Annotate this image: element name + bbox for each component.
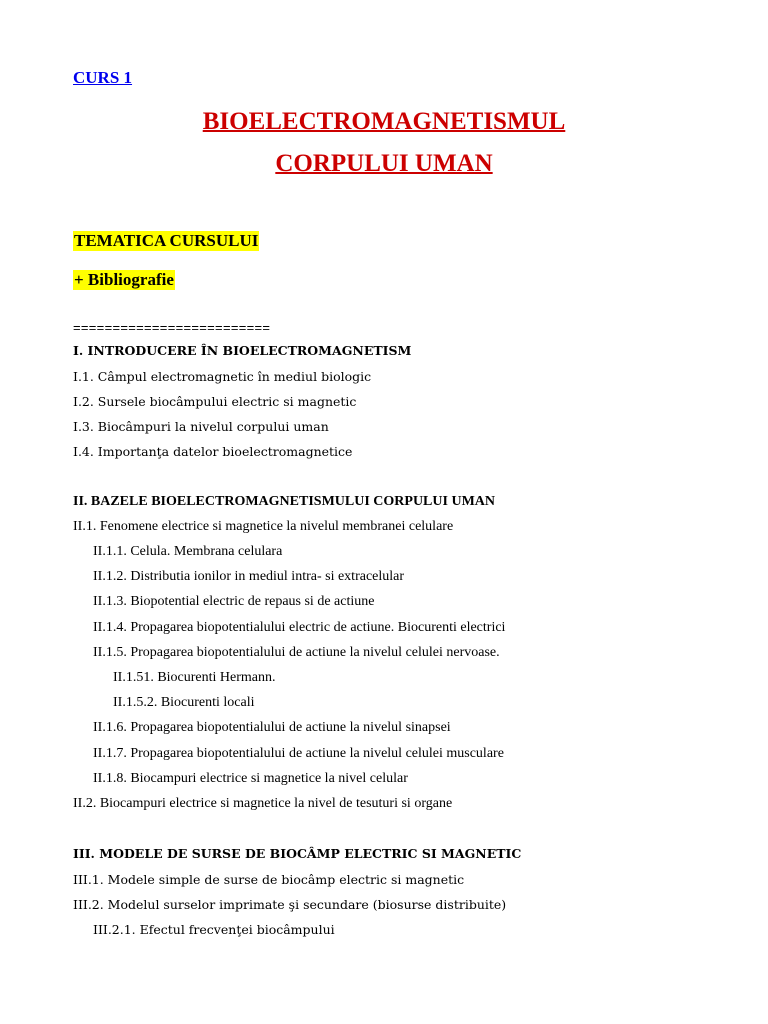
toc-item: II.1.6. Propagarea biopotentialului de actiune la nivelul sinapsei bbox=[93, 720, 451, 735]
toc-item: II.1.8. Biocampuri electrice si magnetice la nivel celular bbox=[93, 771, 408, 786]
toc-item: I.4. Importanţa datelor bioelectromagnetice bbox=[73, 444, 353, 459]
toc-item: II.2. Biocampuri electrice si magnetice la nivel de tesuturi si organe bbox=[73, 796, 453, 811]
toc-item: III.2.1. Efectul frecvenţei biocâmpului bbox=[93, 922, 335, 937]
tematica-heading: TEMATICA CURSULUI bbox=[74, 231, 259, 250]
section-heading-3: III. MODELE DE SURSE DE BIOCÂMP ELECTRIC SI MAGNETIC bbox=[73, 846, 522, 861]
toc-item: II.1. Fenomene electrice si magnetice la nivelul membranei celulare bbox=[73, 519, 454, 534]
section-heading-2: II. BAZELE BIOELECTROMAGNETISMULUI CORPULUI UMAN bbox=[73, 494, 496, 509]
curs-link[interactable]: CURS 1 bbox=[73, 68, 133, 87]
document-title-line2: CORPULUI UMAN bbox=[275, 150, 493, 177]
toc-item: II.1.3. Biopotential electric de repaus si de actiune bbox=[93, 594, 375, 609]
toc-item: II.1.5.2. Biocurenti locali bbox=[113, 695, 255, 710]
toc-item: III.2. Modelul surselor imprimate şi secundare (biosurse distribuite) bbox=[73, 897, 507, 912]
section-heading-1: I. INTRODUCERE ÎN BIOELECTROMAGNETISM bbox=[73, 343, 412, 358]
toc-item: I.2. Sursele biocâmpului electric si magnetic bbox=[73, 394, 357, 409]
separator-line: ========================= bbox=[73, 320, 271, 335]
toc-item: II.1.51. Biocurenti Hermann. bbox=[113, 670, 276, 685]
toc-item: II.1.4. Propagarea biopotentialului electric de actiune. Biocurenti electrici bbox=[93, 620, 506, 635]
bibliografie-heading: + Bibliografie bbox=[74, 270, 174, 289]
toc-item: II.1.2. Distributia ionilor in mediul intra- si extracelular bbox=[93, 569, 405, 584]
toc-item: II.1.7. Propagarea biopotentialului de actiune la nivelul celulei musculare bbox=[93, 746, 504, 761]
toc-item: I.3. Biocâmpuri la nivelul corpului uman bbox=[73, 419, 329, 434]
toc-item: I.1. Câmpul electromagnetic în mediul biologic bbox=[73, 369, 372, 384]
toc-item: II.1.5. Propagarea biopotentialului de actiune la nivelul celulei nervoase. bbox=[93, 645, 500, 660]
toc-item: II.1.1. Celula. Membrana celulara bbox=[93, 544, 283, 559]
document-title-line1: BIOELECTROMAGNETISMUL bbox=[202, 108, 566, 135]
toc-item: III.1. Modele simple de surse de biocâmp electric si magnetic bbox=[73, 872, 465, 887]
